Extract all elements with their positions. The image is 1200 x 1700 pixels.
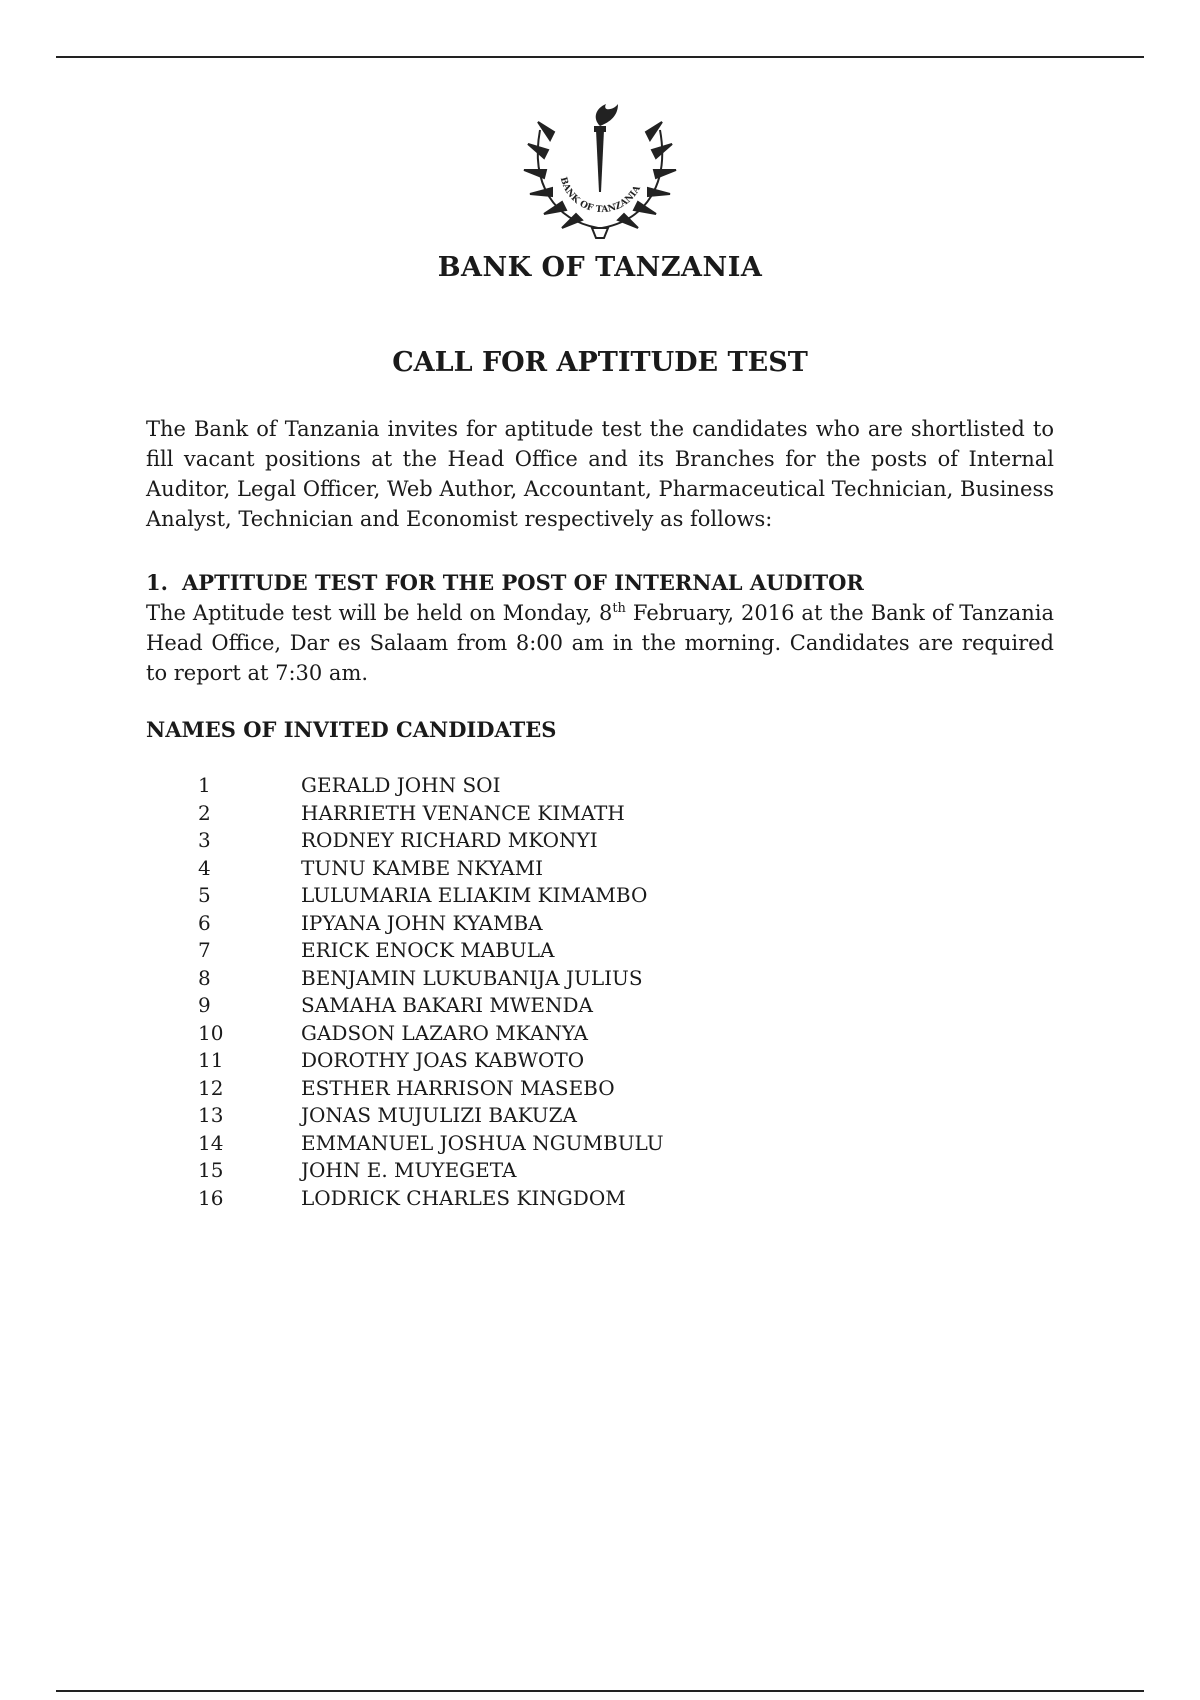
candidate-row xyxy=(198,1020,664,1048)
organization-name: BANK OF TANZANIA xyxy=(437,252,763,283)
section-text-after: February, 2016 at the Bank of Tanzania Head Office, Dar es Salaam from 8:00 am in the morning. Candidates are required to report at 7:30 am. xyxy=(146,601,1054,685)
candidate-name: HARRIETH VENANCE KIMATH xyxy=(301,800,625,825)
candidate-number: 12 xyxy=(198,1075,224,1100)
intro-paragraph: The Bank of Tanzania invites for aptitude test the candidates who are shortlisted to fill vacant positions at the Head Office and its Branches for the posts of Internal Auditor, Legal Officer, Web Author, Accountant, Pharmaceutical Technician, Business Analyst, Technician and Economist respectively as follows: xyxy=(146,417,1054,531)
candidate-name: ESTHER HARRISON MASEBO xyxy=(301,1075,615,1100)
candidate-number: 11 xyxy=(198,1048,224,1072)
candidate-row xyxy=(198,827,664,855)
candidate-number: 14 xyxy=(198,1130,224,1155)
candidate-row xyxy=(198,800,664,828)
crest-ribbon-text: BANK OF TANZANIA xyxy=(557,176,643,216)
candidates-heading: NAMES OF INVITED CANDIDATES xyxy=(146,717,557,742)
candidate-name: LODRICK CHARLES KINGDOM xyxy=(301,1185,626,1210)
candidate-row xyxy=(198,855,664,883)
candidate-row xyxy=(198,1102,664,1130)
candidate-name: JONAS MUJULIZI BAKUZA xyxy=(301,1103,577,1127)
section-number: 1. xyxy=(146,570,168,595)
candidate-list xyxy=(198,772,664,1212)
candidate-number: 3 xyxy=(198,828,211,852)
candidate-name: GERALD JOHN SOI xyxy=(301,773,501,797)
candidate-row xyxy=(198,1075,664,1103)
candidate-row xyxy=(198,1047,664,1075)
candidate-name: TUNU KAMBE NKYAMI xyxy=(301,855,543,880)
candidate-number: 9 xyxy=(198,993,211,1017)
candidate-row xyxy=(198,992,664,1020)
date-ordinal-suffix: th xyxy=(612,601,626,616)
candidate-number: 15 xyxy=(198,1158,224,1182)
candidate-name: JOHN E. MUYEGETA xyxy=(301,1158,517,1182)
bank-crest-logo xyxy=(510,100,690,250)
section-paragraph xyxy=(146,598,1054,688)
candidate-name: LULUMARIA ELIAKIM KIMAMBO xyxy=(301,883,648,907)
candidate-row xyxy=(198,965,664,993)
candidate-number: 7 xyxy=(198,938,211,962)
candidate-number: 10 xyxy=(198,1020,224,1045)
section-heading-text: APTITUDE TEST FOR THE POST OF INTERNAL AUDITOR xyxy=(182,570,864,595)
candidate-row xyxy=(198,772,664,800)
torch-icon xyxy=(594,104,618,192)
ribbon-knot-icon xyxy=(592,228,608,238)
page-title: CALL FOR APTITUDE TEST xyxy=(392,347,808,378)
candidate-name: DOROTHY JOAS KABWOTO xyxy=(301,1048,585,1072)
section-heading xyxy=(146,568,1054,598)
candidate-number: 8 xyxy=(198,965,211,990)
candidate-row xyxy=(198,937,664,965)
candidate-number: 6 xyxy=(198,910,211,935)
candidate-row xyxy=(198,1185,664,1213)
candidate-row xyxy=(198,1157,664,1185)
candidate-name: SAMAHA BAKARI MWENDA xyxy=(301,993,593,1017)
candidate-number: 1 xyxy=(198,773,211,797)
candidate-name: IPYANA JOHN KYAMBA xyxy=(301,910,543,935)
candidate-name: ERICK ENOCK MABULA xyxy=(301,938,555,962)
candidate-name: GADSON LAZARO MKANYA xyxy=(301,1020,588,1045)
candidate-name: EMMANUEL JOSHUA NGUMBULU xyxy=(301,1130,664,1155)
candidate-number: 13 xyxy=(198,1103,224,1127)
section-text-before: The Aptitude test will be held on Monday, 8 xyxy=(146,601,613,625)
candidate-number: 4 xyxy=(198,855,211,880)
candidate-number: 16 xyxy=(198,1185,224,1210)
candidate-row xyxy=(198,910,664,938)
bottom-rule xyxy=(56,1690,1144,1692)
candidate-row xyxy=(198,1130,664,1158)
candidate-number: 2 xyxy=(198,800,211,825)
candidate-number: 5 xyxy=(198,883,211,907)
candidate-name: BENJAMIN LUKUBANIJA JULIUS xyxy=(301,965,643,990)
candidate-row xyxy=(198,882,664,910)
candidate-name: RODNEY RICHARD MKONYI xyxy=(301,828,598,852)
top-rule xyxy=(56,56,1144,58)
